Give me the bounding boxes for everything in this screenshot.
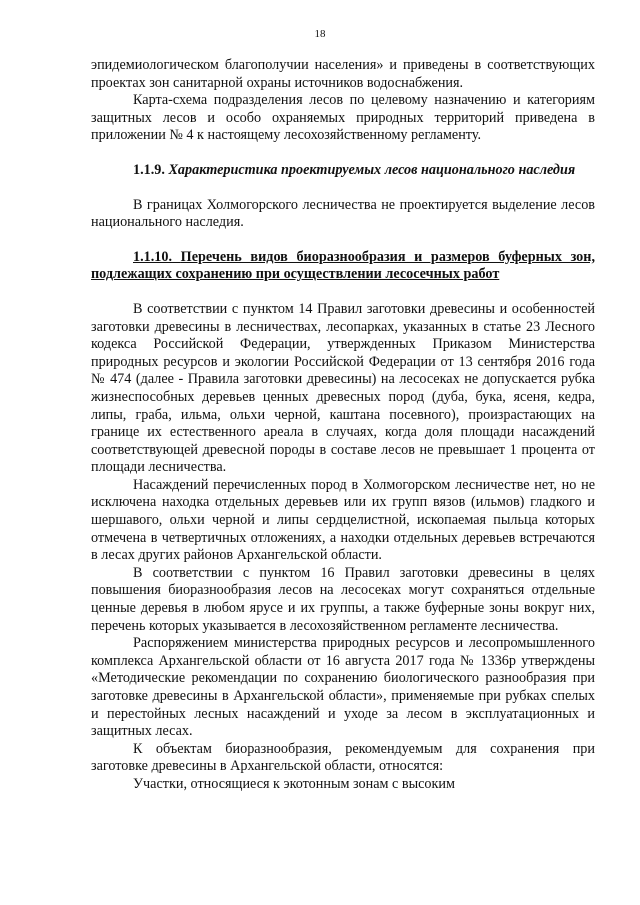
page-number: 18 <box>314 28 326 40</box>
paragraph-ecotone-areas: Участки, относящиеся к экотонным зонам с высоким <box>133 775 455 792</box>
paragraph-map-scheme: Карта-схема подразделения лесов по целевому назначению и категориям защитных лесов и особо охраняемых природных территорий приведена в приложении № 4 к настоящему лесохозяйственному регламенту. <box>91 92 595 144</box>
section-number: 1.1.10. <box>133 248 173 265</box>
paragraph-heritage-forests: В границах Холмогорского лесничества не проектируется выделение лесов национального наследия. <box>91 196 595 231</box>
section-title: Характеристика проектируемых лесов национального наследия <box>168 161 576 178</box>
section-title: Перечень видов биоразнообразия и размеров буферных зон, подлежащих сохранению при осуществлении лесосечных работ <box>91 248 596 283</box>
paragraph-continuation: эпидемиологическом благополучии населения» и приведены в соответствующих проектах зон санитарной охраны источников водоснабжения. <box>91 57 595 91</box>
paragraph-ministry-order: Распоряжением министерства природных ресурсов и лесопромышленного комплекса Архангельской области от 16 августа 2017 года № 1336р утверждены «Методические рекомендации по сохранению биологического разнообразия при заготовке древесины в Архангельской области», применяемые при рубках спелых и перестойных лесных насаждений и уходе за лесом в эксплуатационных и защитных лесах. <box>91 635 595 740</box>
document-body <box>91 57 595 794</box>
section-heading-1-1-10 <box>91 249 595 284</box>
paragraph-rules-16: В соответствии с пунктом 16 Правил заготовки древесины в целях повышения биоразнообразия лесов на лесосеках могут сохраняться отдельные ценные деревья в любом ярусе и их группы, а также буферные зоны вокруг них, перечень которых указывается в лесохозяйственном регламенте лесничества. <box>91 564 595 634</box>
paragraph-rules-14: В соответствии с пунктом 14 Правил заготовки древесины и особенностей заготовки древесины в лесничествах, лесопарках, указанных в статье 23 Лесного кодекса Российской Федерации, утвержденных Приказом Министерства природных ресурсов и экологии Российской Федерации от 13 сентября 2016 года № 474 (далее - Правила заготовки древесины) на лесосеках не допускается рубка жизнеспособных деревьев ценных древесных пород (дуба, бука, ясеня, кедра, липы, граба, ильма, ольхи черной, каштана посевного), произрастающих на границе их естественного ареала в случаях, когда доля площади насаждений соответствующей древесной породы в составе лесов не превышает 1 процента от площади лесничества. <box>91 300 595 476</box>
paragraph-species-absence: Насаждений перечисленных пород в Холмогорском лесничестве нет, но не исключена находка отдельных деревьев или их групп вязов (ильмов) гладкого и шершавого, ольхи черной и липы сердцелистной, ископаемая пыльца которых отмечена в четвертичных отложениях, а находки отдельных деревьев встречаются в лесах других районов Архангельской области. <box>91 476 595 564</box>
paragraph-biodiversity-objects: К объектам биоразнообразия, рекомендуемым для сохранения при заготовке древесины в Архангельской области, относятся: <box>91 740 595 775</box>
section-heading-1-1-9 <box>91 162 595 180</box>
section-number: 1.1.9. <box>133 161 165 178</box>
